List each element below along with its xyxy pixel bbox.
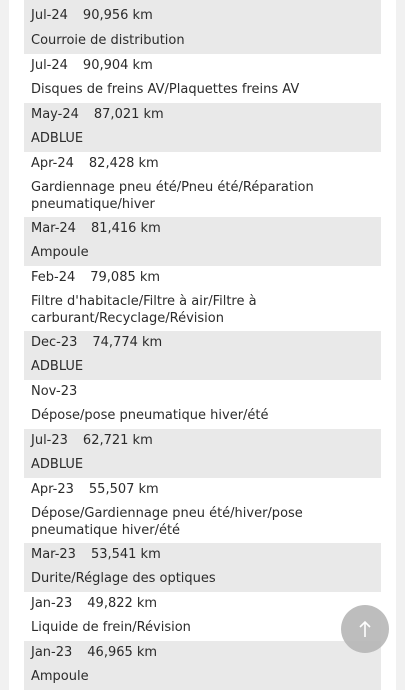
entry-mileage: 53,541 km	[90, 546, 161, 562]
entry-date: Mar-24	[31, 220, 76, 236]
entry-mileage: 90,956 km	[82, 8, 153, 23]
entry-description: ADBLUE	[31, 131, 84, 146]
entry-header	[24, 478, 381, 503]
entry-header	[24, 331, 381, 356]
entry-mileage: 87,021 km	[93, 106, 164, 122]
entry-description: Liquide de frein/Révision	[31, 620, 191, 635]
entry-mileage: 81,416 km	[90, 220, 161, 236]
entry-mileage: 49,822 km	[87, 595, 158, 611]
entry-mileage: 55,507 km	[88, 481, 159, 497]
service-entry	[24, 331, 381, 380]
service-entry	[24, 641, 381, 690]
entry-mileage: 74,774 km	[92, 334, 163, 350]
entry-date: Feb-24	[31, 269, 76, 285]
entry-date: Jul-24	[31, 8, 68, 23]
entry-date: Jul-24	[31, 57, 68, 73]
service-entry	[24, 54, 381, 103]
entry-mileage: 90,904 km	[82, 57, 153, 73]
service-entry	[24, 543, 381, 592]
entry-header	[24, 266, 381, 291]
entry-header	[24, 641, 381, 666]
entry-description: ADBLUE	[31, 457, 84, 472]
service-history-list	[24, 0, 381, 690]
service-entry	[24, 266, 381, 331]
entry-description: Courroie de distribution	[31, 33, 185, 48]
entry-description: Gardiennage pneu été/Pneu été/Réparation pneumatique/hiver	[31, 180, 314, 212]
service-entry	[24, 429, 381, 478]
arrow-up-icon	[358, 620, 372, 638]
entry-description: Ampoule	[31, 245, 89, 260]
entry-date: Jan-23	[31, 644, 73, 660]
entry-date: Apr-23	[31, 481, 74, 497]
entry-header	[24, 152, 381, 177]
entry-description: Filtre d'habitacle/Filtre à air/Filtre à carburant/Recyclage/Révision	[31, 294, 257, 326]
entry-description: Ampoule	[31, 669, 89, 684]
entry-date: Mar-23	[31, 546, 76, 562]
scroll-to-top-button[interactable]	[341, 605, 389, 653]
entry-header	[24, 592, 381, 617]
entry-mileage: 82,428 km	[88, 155, 159, 171]
service-entry	[24, 103, 381, 152]
entry-description: ADBLUE	[31, 359, 84, 374]
entry-mileage: 62,721 km	[82, 432, 153, 448]
service-entry	[24, 478, 381, 543]
entry-header	[24, 217, 381, 242]
entry-date: Jan-23	[31, 595, 73, 611]
service-entry	[24, 152, 381, 217]
entry-date: Apr-24	[31, 155, 74, 171]
service-entry	[24, 380, 381, 429]
entry-header	[24, 103, 381, 128]
entry-header	[24, 543, 381, 568]
entry-date: May-24	[31, 106, 79, 122]
entry-date: Nov-23	[31, 383, 78, 399]
entry-description: Disques de freins AV/Plaquettes freins AV	[31, 82, 300, 97]
service-entry	[24, 592, 381, 641]
entry-header	[24, 0, 381, 29]
entry-date: Jul-23	[31, 432, 68, 448]
service-entry	[24, 217, 381, 266]
entry-header	[24, 54, 381, 79]
entry-date: Dec-23	[31, 334, 78, 350]
service-entry	[24, 0, 381, 54]
entry-header	[24, 380, 381, 405]
entry-header	[24, 429, 381, 454]
entry-mileage: 46,965 km	[87, 644, 158, 660]
entry-description: Durite/Réglage des optiques	[31, 571, 216, 586]
entry-mileage: 79,085 km	[90, 269, 161, 285]
entry-description: Dépose/pose pneumatique hiver/été	[31, 408, 269, 423]
entry-description: Dépose/Gardiennage pneu été/hiver/pose pneumatique hiver/été	[31, 506, 303, 538]
